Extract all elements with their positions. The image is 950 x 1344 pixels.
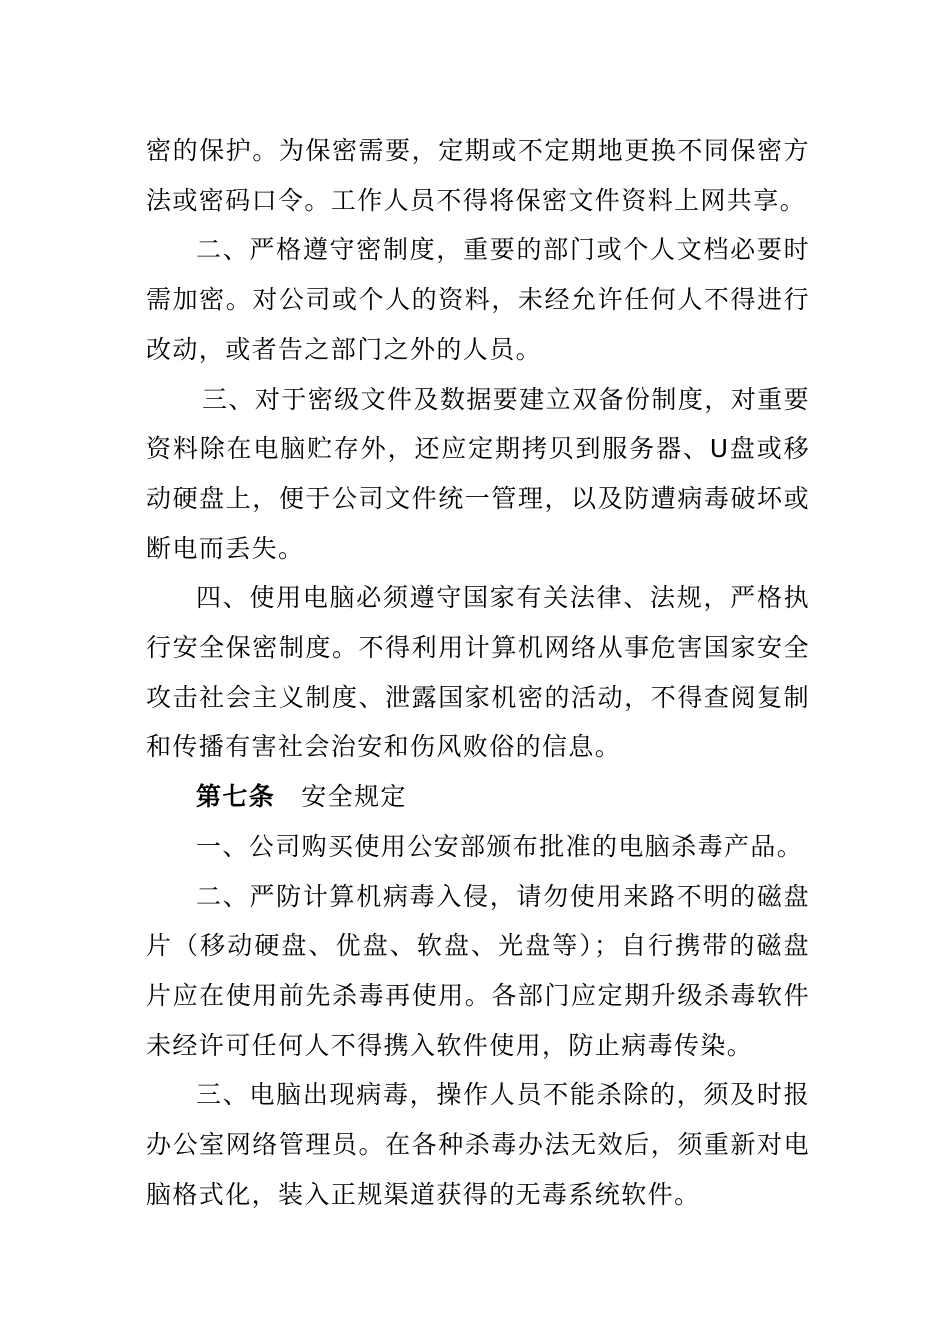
article-paragraph-1: 一、公司购买使用公安部颁布批准的电脑杀毒产品。 <box>196 831 804 861</box>
paragraph-continuation: 密的保护。为保密需要，定期或不定期地更换不同保密方法或密码口令。工作人员不得将保密文件资料上网共享。 <box>146 136 810 215</box>
paragraph-item-3: 三、对于密级文件及数据要建立双备份制度，对重要资料除在电脑贮存外，还应定期拷贝到服务器、U盘或移动硬盘上，便于公司文件统一管理，以及防遭病毒破坏或断电而丢失。 <box>146 384 810 563</box>
document-body <box>146 126 810 1219</box>
paragraph-item-4: 四、使用电脑必须遵守国家有关法律、法规，严格执行安全保密制度。不得利用计算机网络从事危害国家安全攻击社会主义制度、泄露国家机密的活动，不得查阅复制和传播有害社会治安和伤风败俗的信息。 <box>146 583 810 762</box>
article-paragraph-2: 二、严防计算机病毒入侵，请勿使用来路不明的磁盘片（移动硬盘、优盘、软盘、光盘等）；自行携带的磁盘片应在使用前先杀毒再使用。各部门应定期升级杀毒软件未经许可任何人不得携入软件使用，防止病毒传染。 <box>146 881 810 1060</box>
article-heading <box>146 772 810 822</box>
article-title: 安全规定 <box>301 782 407 812</box>
article-number: 第七条 <box>196 782 276 812</box>
paragraph-item-2: 二、严格遵守密制度，重要的部门或个人文档必要时需加密。对公司或个人的资料，未经允许任何人不得进行改动，或者告之部门之外的人员。 <box>146 235 810 364</box>
article-paragraph-3: 三、电脑出现病毒，操作人员不能杀除的，须及时报办公室网络管理员。在各种杀毒办法无效后，须重新对电脑格式化，装入正规渠道获得的无毒系统软件。 <box>146 1080 810 1209</box>
